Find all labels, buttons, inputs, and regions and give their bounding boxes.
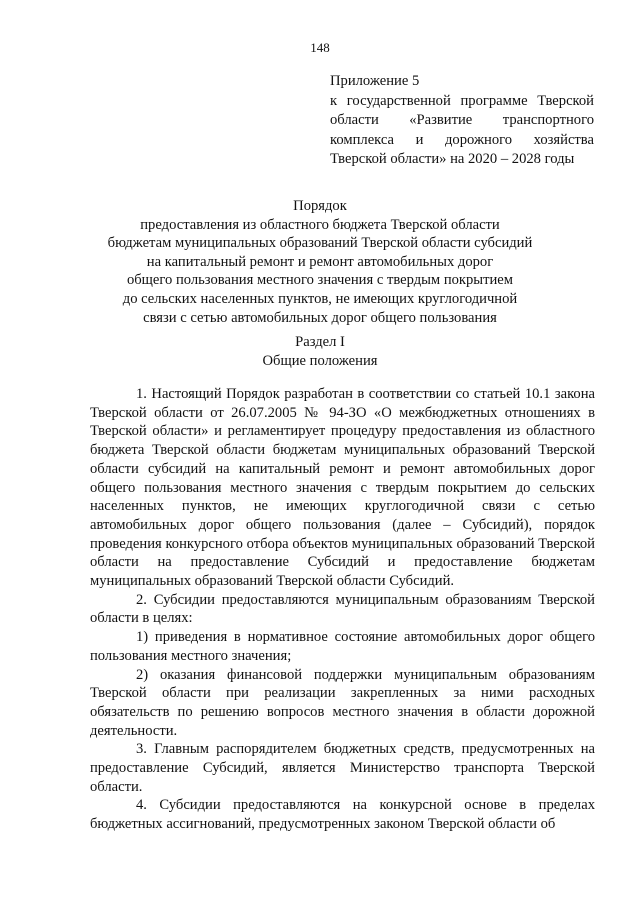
paragraph: 4. Субсидии предоставляются на конкурсной основе в пределах бюджетных ассигнований, предусмотренных законом Тверской области об [90, 797, 595, 833]
page-number: 148 [310, 40, 330, 55]
document-body [90, 385, 595, 834]
paragraph: 1) приведения в нормативное состояние автомобильных дорог общего пользования местного значения; [90, 629, 595, 664]
title-line: на капитальный ремонт и ремонт автомобильных дорог [146, 253, 494, 270]
title-line: бюджетам муниципальных образований Тверской области субсидий [107, 235, 533, 252]
title-line: связи с сетью автомобильных дорог общего пользования [143, 309, 497, 326]
appendix-line: области «Развитие транспортного [330, 112, 594, 128]
paragraph: 2) оказания финансовой поддержки муниципальным образованиям Тверской области при реализации закрепленных за ними расходных обязательств по решению вопросов местного значения в области дорожной деятельности. [90, 666, 595, 739]
paragraph: 3. Главным распорядителем бюджетных средств, предусмотренных на предоставление Субсидий, является Министерство транспорта Тверской области. [90, 741, 595, 795]
title-line: предоставления из областного бюджета Тверской области [140, 216, 500, 233]
title-heading: Порядок [293, 198, 347, 214]
appendix-line: к государственной программе Тверской [330, 92, 594, 109]
section-number: Раздел I [295, 334, 345, 350]
section-name: Общие положения [262, 352, 378, 369]
document-title [0, 197, 640, 327]
paragraph: 1. Настоящий Порядок разработан в соответствии со статьей 10.1 закона Тверской области от 26.07.2005 № 94-ЗО «О межбюджетных отношениях в Тверской области» и регламентирует процедуру предоставления из областного бюджета Тверской области бюджетам муниципальных образований Тверской области субсидий на капитальный ремонт и ремонт автомобильных дорог общего пользования местного значения с твердым покрытием до сельских населенных пунктов, не имеющих круглогодичной связи с сетью автомобильных дорог общего пользования (далее – Субсидий), порядок проведения конкурсного отбора объектов муниципальных образований Тверской области на предоставление Субсидий и предоставление бюджетам муниципальных образований Тверской области Субсидий. [90, 386, 595, 590]
appendix-line: комплекса и дорожного хозяйства [330, 131, 594, 148]
paragraph: 2. Субсидии предоставляются муниципальным образованиям Тверской области в целях: [90, 591, 595, 627]
title-line: общего пользования местного значения с твердым покрытием [126, 272, 514, 289]
appendix-block [330, 72, 594, 170]
section-heading [0, 333, 640, 370]
title-line: до сельских населенных пунктов, не имеющих круглогодичной [122, 290, 518, 307]
appendix-line: Тверской области» на 2020 – 2028 годы [330, 151, 575, 167]
appendix-line: Приложение 5 [330, 73, 420, 89]
